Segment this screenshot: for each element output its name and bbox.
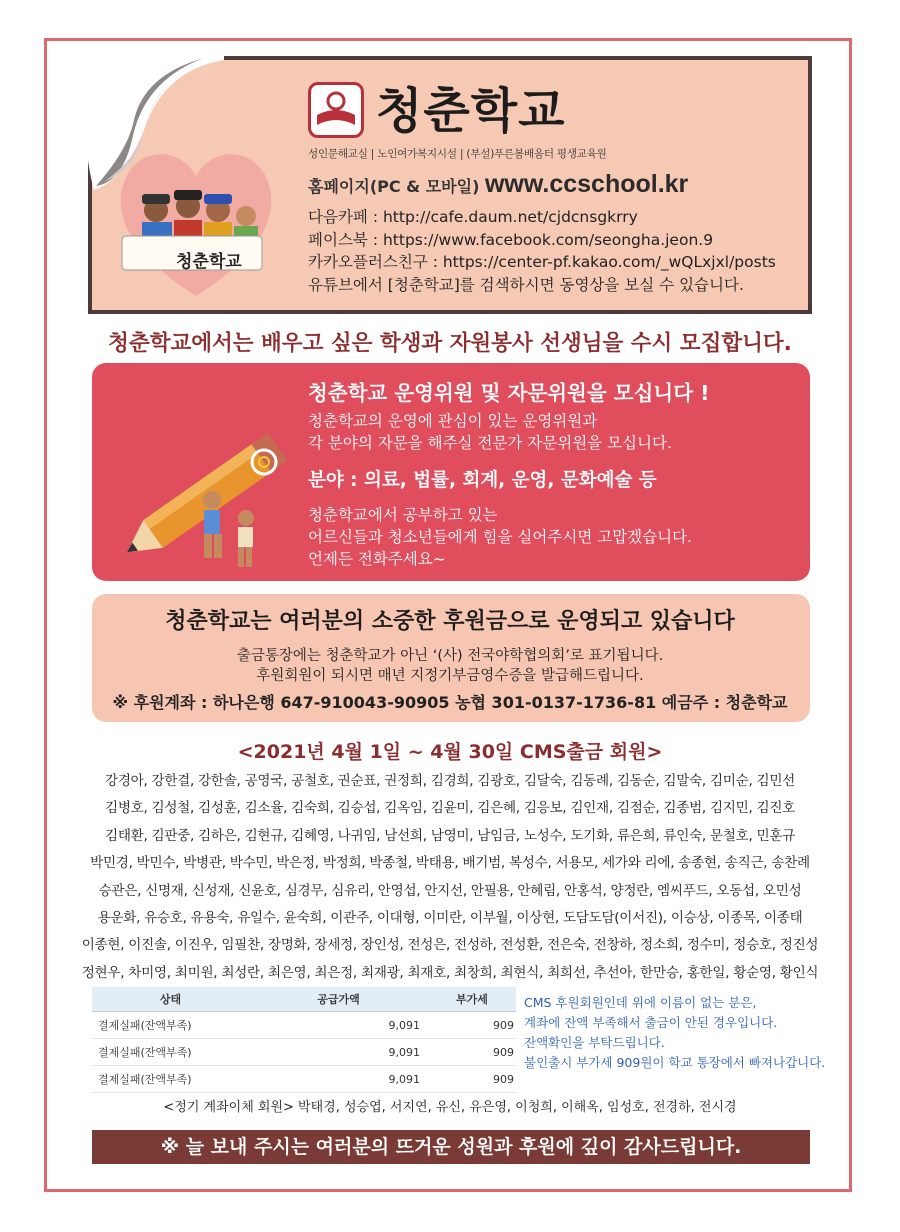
committee-intro <box>308 410 672 454</box>
col-vat: 부가세 <box>428 987 516 1012</box>
table-row <box>92 1039 516 1066</box>
member-line: 용운화, 유승호, 유용숙, 유일수, 윤숙희, 이관주, 이대형, 이미란, 이부월, 이상현, 도담도담(이서진), 이승상, 이종목, 이종태 <box>97 910 803 927</box>
banner-text: 청춘학교 <box>176 252 242 272</box>
homepage-url[interactable]: www.ccschool.kr <box>484 170 689 198</box>
recruit-heading: 청춘학교에서는 배우고 싶은 학생과 자원봉사 선생님을 수시 모집합니다. <box>108 331 792 356</box>
cell-vat: 909 <box>428 1012 516 1039</box>
note-line: CMS 후원회원인데 위에 이름이 없는 분은, <box>524 995 757 1010</box>
member-line: 박민경, 박민수, 박병관, 박수민, 박은정, 박정희, 박종철, 박태용, 배기범, 복성수, 서용모, 세가와 리에, 송종현, 송직근, 송찬례 <box>90 855 810 872</box>
member-line: 승관은, 신명재, 신성재, 신윤호, 심경무, 심유리, 안영섭, 안지선, 안필용, 안혜림, 안홍석, 양정란, 엠씨푸드, 오동섭, 오민성 <box>98 882 802 899</box>
cell-supply: 9,091 <box>249 1012 428 1039</box>
member-line: 김병호, 김성철, 김성훈, 김소율, 김숙희, 김승섭, 김옥임, 김윤미, 김은혜, 김응보, 김인재, 김점순, 김종범, 김지민, 김진호 <box>104 800 795 817</box>
cell-status: 결제실패(잔액부족) <box>92 1012 249 1039</box>
table-header-row <box>92 987 516 1012</box>
thanks-banner: ※ 늘 보내 주시는 여러분의 뜨거운 성원과 후원에 깊이 감사드립니다. <box>92 1130 810 1164</box>
cell-vat: 909 <box>428 1039 516 1066</box>
committee-appeal-line: 청춘학교에서 공부하고 있는 <box>308 506 498 524</box>
pencil-kids-illustration <box>104 412 304 582</box>
member-line: 김태환, 김판중, 김하은, 김현규, 김혜영, 나귀임, 남선희, 남영미, 남임금, 노성수, 도기화, 류은희, 류인숙, 문철호, 민훈규 <box>104 827 795 844</box>
col-supply: 공급가액 <box>249 987 428 1012</box>
table-row <box>92 1066 516 1093</box>
committee-appeal-line: 언제든 전화주세요~ <box>308 550 446 568</box>
logo-icon <box>308 82 364 138</box>
payment-status-table <box>92 987 516 1093</box>
heart-illustration <box>112 136 280 304</box>
member-line: 이종현, 이진솔, 이진우, 임필찬, 장명화, 장세정, 장인성, 전성은, 전성하, 전성환, 전은숙, 전창하, 정소희, 정수미, 정승호, 정진성 <box>81 937 819 954</box>
link-facebook[interactable]: 페이스북 : https://www.facebook.com/seongha.jeon.9 <box>308 230 714 249</box>
committee-appeal <box>308 504 692 570</box>
committee-fields: 분야 : 의료, 법률, 회계, 운영, 문화예술 등 <box>308 470 657 491</box>
homepage-line <box>308 170 688 199</box>
cell-supply: 9,091 <box>249 1039 428 1066</box>
youtube-note: 유튜브에서 [청춘학교]를 검색하시면 동영상을 보실 수 있습니다. <box>308 275 744 294</box>
note-line: 계좌에 잔액 부족해서 출금이 안된 경우입니다. <box>524 1015 778 1030</box>
cms-member-list <box>60 768 840 987</box>
donation-title: 청춘학교는 여러분의 소중한 후원금으로 운영되고 있습니다 <box>165 609 735 634</box>
note-line: 불인출시 부가세 909원이 학교 통장에서 빠져나갑니다. <box>524 1055 826 1070</box>
cms-note <box>524 993 825 1073</box>
regular-transfer-members: <정기 계좌이체 회원> 박태경, 성승엽, 서지연, 유신, 유은영, 이청희, 이해옥, 임성호, 전경하, 전시경 <box>163 1100 737 1115</box>
committee-intro-line: 청춘학교의 운영에 관심이 있는 운영위원과 <box>308 412 598 430</box>
links-list <box>308 206 776 296</box>
cell-vat: 909 <box>428 1066 516 1093</box>
cell-supply: 9,091 <box>249 1066 428 1093</box>
committee-appeal-line: 어르신들과 청소년들에게 힘을 실어주시면 고맙겠습니다. <box>308 528 692 546</box>
committee-title: 청춘학교 운영위원 및 자문위원을 모십니다 ! <box>308 381 710 405</box>
donation-line: 출금통장에는 청춘학교가 아닌 ‘(사) 전국야학협의회’로 표기됩니다. <box>236 648 664 664</box>
link-kakao[interactable]: 카카오플러스친구 : https://center-pf.kakao.com/_wQLxjxl/posts <box>308 253 776 271</box>
note-line: 잔액확인을 부탁드립니다. <box>524 1035 665 1050</box>
member-line: 정현우, 차미영, 최미원, 최성란, 최은영, 최은정, 최재광, 최재호, 최창희, 최현식, 최희선, 추선아, 한만승, 홍한일, 황순영, 황인식 <box>81 964 819 981</box>
table-row <box>92 1012 516 1039</box>
donation-account: ※ 후원계좌 : 하나은행 647-910043-90905 농협 301-0137-1736-81 예금주 : 청춘학교 <box>112 693 788 712</box>
col-status: 상태 <box>92 987 249 1012</box>
logo-text: 청춘학교 <box>376 83 566 139</box>
committee-intro-line: 각 분야의 자문을 해주실 전문가 자문위원을 모십니다. <box>308 434 672 452</box>
member-line: 강경아, 강한결, 강한솔, 공영국, 공철호, 권순표, 권정희, 김경희, 김광호, 김달숙, 김동례, 김동순, 김말숙, 김미순, 김민선 <box>104 773 795 789</box>
cell-status: 결제실패(잔액부족) <box>92 1039 249 1066</box>
donation-line: 후원회원이 되시면 매년 지정기부금영수증을 발급해드립니다. <box>256 668 644 684</box>
homepage-label: 홈페이지(PC & 모바일) <box>308 177 480 196</box>
logo-subtitle: 성인문해교실 | 노인여가복지시설 | (부설)푸른봄배움터 평생교육원 <box>308 148 607 160</box>
cms-title: <2021년 4월 1일 ~ 4월 30일 CMS출금 회원> <box>237 741 663 763</box>
cell-status: 결제실패(잔액부족) <box>92 1066 249 1093</box>
link-daum[interactable]: 다음카페 : http://cafe.daum.net/cjdcnsgkrry <box>308 208 638 226</box>
